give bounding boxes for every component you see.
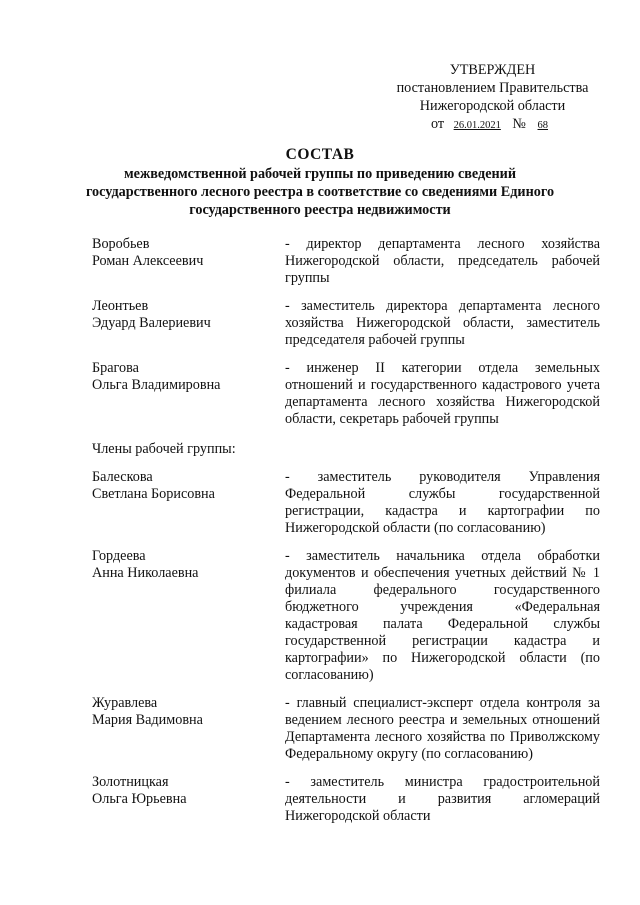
approval-resolution: постановлением Правительства	[396, 80, 589, 96]
member-given-name: Роман Алексеевич	[92, 253, 204, 269]
number-sign: №	[512, 116, 526, 132]
member-surname: Гордеева	[92, 548, 146, 564]
member-row	[92, 548, 600, 684]
member-name	[92, 774, 285, 825]
title-subtitle: межведомственной рабочей группы по приведению сведений государственного лесного реестра в соответствие со сведениями Единого государственного реестра недвижимости	[85, 166, 555, 218]
member-role: - заместитель руководителя Управления Федеральной службы государственной регистрации, кадастра и картографии по Нижегородской области (по согласованию)	[285, 469, 600, 536]
member-role: - инженер II категории отдела земельных отношений и государственного кадастрового учета департамента лесного хозяйства Нижегородской области, секретарь рабочей группы	[285, 360, 600, 427]
member-role: - заместитель министра градостроительной деятельности и развития агломераций Нижегородской области	[285, 774, 600, 824]
member-surname: Леонтьев	[92, 298, 149, 314]
member-surname: Балескова	[92, 469, 153, 485]
member-row	[92, 695, 600, 763]
member-surname: Воробьев	[92, 236, 150, 252]
member-surname: Золотницкая	[92, 774, 169, 790]
document-title	[80, 146, 560, 219]
approval-date-line	[385, 115, 600, 135]
member-row	[92, 469, 600, 537]
member-role: - директор департамента лесного хозяйства Нижегородской области, председатель рабочей группы	[285, 236, 600, 286]
member-row	[92, 360, 600, 428]
member-name	[92, 548, 285, 684]
approval-stamp	[385, 61, 600, 135]
member-name	[92, 298, 285, 349]
members-list	[92, 236, 600, 825]
member-role: - заместитель начальника отдела обработки документов и обеспечения учетных действий № 1 филиала федерального государственного бюджетного учреждения «Федеральная кадастровая палата Федеральной службы государственной регистрации кадастра и картографии» по Нижегородской области (по согласованию)	[285, 548, 600, 683]
approval-region: Нижегородской области	[419, 98, 566, 114]
member-surname: Журавлева	[92, 695, 158, 711]
date-prefix: от	[430, 116, 445, 132]
member-role: - заместитель директора департамента лесного хозяйства Нижегородской области, заместитель председателя рабочей группы	[285, 298, 600, 348]
approval-title: УТВЕРЖДЕН	[449, 62, 536, 78]
member-row	[92, 298, 600, 349]
member-given-name: Светлана Борисовна	[92, 486, 215, 502]
members-section-label: Члены рабочей группы:	[92, 441, 236, 457]
member-row	[92, 774, 600, 825]
member-role: - главный специалист-эксперт отдела контроля за ведением лесного реестра и земельных отношений Департамента лесного хозяйства по Приволжскому Федеральному округу (по согласованию)	[285, 695, 600, 762]
member-surname: Брагова	[92, 360, 139, 376]
member-given-name: Анна Николаевна	[92, 565, 199, 581]
member-row	[92, 236, 600, 287]
member-given-name: Ольга Юрьевна	[92, 791, 187, 807]
member-given-name: Ольга Владимировна	[92, 377, 221, 393]
member-name	[92, 236, 285, 287]
member-name	[92, 469, 285, 537]
title-heading: СОСТАВ	[285, 146, 355, 163]
member-given-name: Мария Вадимовна	[92, 712, 203, 728]
member-given-name: Эдуард Валериевич	[92, 315, 211, 331]
approval-number: 68	[537, 120, 549, 131]
approval-date: 26.01.2021	[453, 120, 501, 131]
member-name	[92, 360, 285, 428]
member-name	[92, 695, 285, 763]
